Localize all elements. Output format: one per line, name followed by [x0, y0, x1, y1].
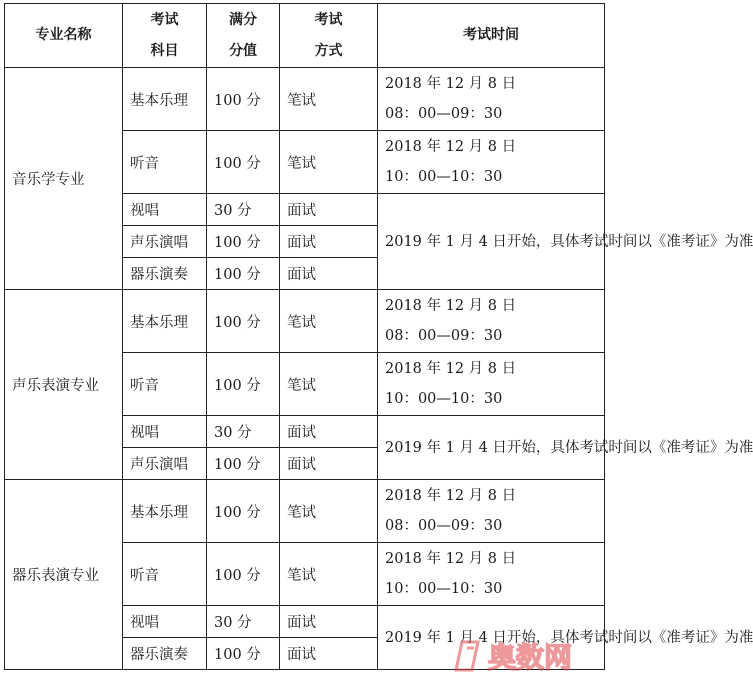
subject-cell: 听音 — [123, 353, 207, 416]
header-major: 专业名称 — [5, 4, 123, 68]
subject-cell: 视唱 — [123, 606, 207, 638]
method-cell: 笔试 — [280, 543, 378, 606]
subject-cell: 声乐演唱 — [123, 448, 207, 480]
score-cell: 100 分 — [207, 448, 280, 480]
subject-cell: 基本乐理 — [123, 290, 207, 353]
score-cell: 100 分 — [207, 480, 280, 543]
interview-time-cell: 2019 年 1 月 4 日开始，具体考试时间以《准考证》为准 — [378, 606, 605, 670]
method-cell: 面试 — [280, 226, 378, 258]
method-cell: 面试 — [280, 638, 378, 670]
exam-time-line: 2018 年 12 月 8 日 — [385, 298, 517, 314]
exam-time-line: 08：00—09：30 — [385, 328, 503, 344]
method-cell: 面试 — [280, 258, 378, 290]
method-cell: 面试 — [280, 606, 378, 638]
subject-cell: 声乐演唱 — [123, 226, 207, 258]
score-cell: 100 分 — [207, 543, 280, 606]
score-cell: 100 分 — [207, 226, 280, 258]
method-cell: 笔试 — [280, 353, 378, 416]
score-cell: 30 分 — [207, 606, 280, 638]
exam-time-line: 2018 年 12 月 8 日 — [385, 139, 517, 155]
interview-time-cell: 2019 年 1 月 4 日开始，具体考试时间以《准考证》为准 — [378, 416, 605, 480]
header-method: 考试 方式 — [280, 4, 378, 68]
subject-cell: 器乐演奏 — [123, 258, 207, 290]
major-name-cell: 器乐表演专业 — [5, 480, 123, 670]
exam-time-line: 08：00—09：30 — [385, 518, 503, 534]
subject-cell: 基本乐理 — [123, 68, 207, 131]
subject-cell: 器乐演奏 — [123, 638, 207, 670]
score-cell: 100 分 — [207, 353, 280, 416]
score-cell: 100 分 — [207, 290, 280, 353]
header-score: 满分 分值 — [207, 4, 280, 68]
table-row — [5, 480, 605, 543]
method-cell: 笔试 — [280, 68, 378, 131]
table-row — [5, 290, 605, 353]
method-cell: 笔试 — [280, 131, 378, 194]
interview-time-cell: 2019 年 1 月 4 日开始，具体考试时间以《准考证》为准 — [378, 194, 605, 290]
score-cell: 100 分 — [207, 638, 280, 670]
exam-time-cell — [378, 68, 605, 131]
subject-cell: 视唱 — [123, 416, 207, 448]
score-cell: 30 分 — [207, 194, 280, 226]
exam-time-cell — [378, 131, 605, 194]
subject-cell: 听音 — [123, 131, 207, 194]
exam-schedule-table — [4, 3, 753, 670]
exam-time-line: 08：00—09：30 — [385, 106, 503, 122]
method-cell: 笔试 — [280, 480, 378, 543]
method-cell: 面试 — [280, 448, 378, 480]
exam-time-line: 2018 年 12 月 8 日 — [385, 488, 517, 504]
header-row — [5, 4, 605, 68]
exam-time-line: 2018 年 12 月 8 日 — [385, 551, 517, 567]
svg-text:奥数网: 奥数网 — [488, 641, 573, 674]
score-cell: 100 分 — [207, 68, 280, 131]
subject-cell: 基本乐理 — [123, 480, 207, 543]
exam-time-line: 10：00—10：30 — [385, 391, 503, 407]
method-cell: 笔试 — [280, 290, 378, 353]
exam-time-line: 10：00—10：30 — [385, 581, 503, 597]
major-name-cell: 音乐学专业 — [5, 68, 123, 290]
method-cell: 面试 — [280, 194, 378, 226]
score-cell: 30 分 — [207, 416, 280, 448]
exam-time-line: 10：00—10：30 — [385, 169, 503, 185]
score-cell: 100 分 — [207, 131, 280, 194]
subject-cell: 视唱 — [123, 194, 207, 226]
exam-time-cell — [378, 290, 605, 353]
exam-time-line: 2018 年 12 月 8 日 — [385, 361, 517, 377]
major-name-cell: 声乐表演专业 — [5, 290, 123, 480]
method-cell: 面试 — [280, 416, 378, 448]
table-row — [5, 68, 605, 131]
header-subject: 考试 科目 — [123, 4, 207, 68]
score-cell: 100 分 — [207, 258, 280, 290]
exam-time-cell — [378, 480, 605, 543]
exam-time-line: 2018 年 12 月 8 日 — [385, 76, 517, 92]
exam-time-cell — [378, 353, 605, 416]
exam-time-cell — [378, 543, 605, 606]
header-time: 考试时间 — [378, 4, 605, 68]
subject-cell: 听音 — [123, 543, 207, 606]
